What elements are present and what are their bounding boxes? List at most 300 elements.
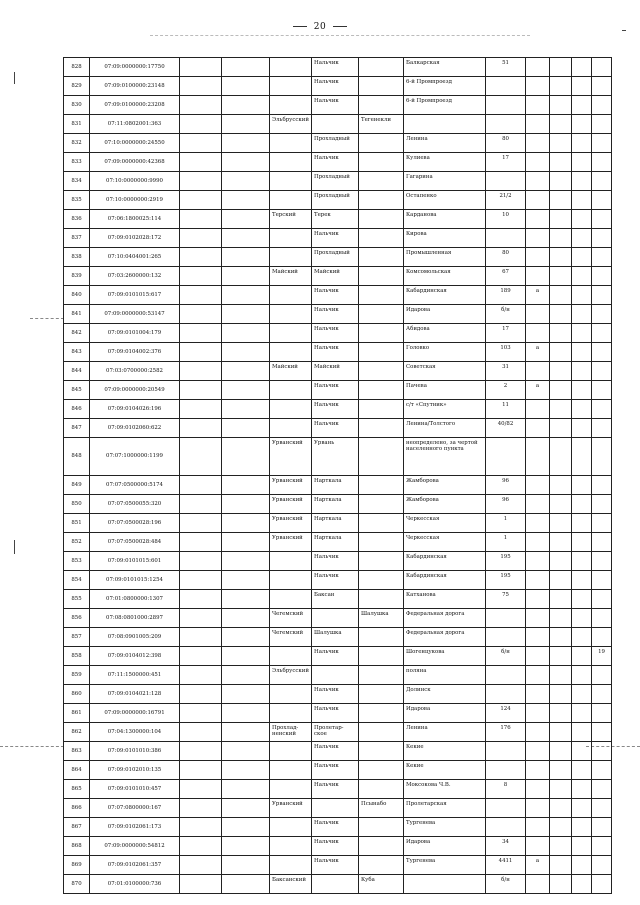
blank-cell <box>550 780 572 799</box>
street-cell: Кекие <box>404 742 486 761</box>
village-cell <box>359 153 404 172</box>
city-cell: Майский <box>312 267 359 286</box>
table-row <box>64 153 612 172</box>
village-cell <box>359 742 404 761</box>
city-cell: Нальчик <box>312 77 359 96</box>
table-row <box>64 362 612 381</box>
house-number-cell: 75 <box>486 590 526 609</box>
street-cell: 6-й Промпроезд <box>404 96 486 115</box>
house-number-cell: 17 <box>486 324 526 343</box>
blank-cell <box>550 210 572 229</box>
extra-number-cell <box>592 115 612 134</box>
table-row <box>64 476 612 495</box>
district-cell <box>270 419 312 438</box>
cadastral-number-cell: 07:07:1000000:1199 <box>90 438 180 476</box>
table-row <box>64 134 612 153</box>
village-cell <box>359 324 404 343</box>
blank-cell <box>180 77 222 96</box>
house-number-cell: 4411 <box>486 856 526 875</box>
street-cell: Кулиева <box>404 153 486 172</box>
letter-cell <box>526 780 550 799</box>
letter-cell <box>526 742 550 761</box>
blank-cell <box>222 438 270 476</box>
blank-cell <box>572 514 592 533</box>
row-number-cell: 857 <box>64 628 90 647</box>
district-cell <box>270 856 312 875</box>
district-cell <box>270 172 312 191</box>
blank-cell <box>180 799 222 818</box>
cadastral-number-cell: 07:09:0104002:376 <box>90 343 180 362</box>
letter-cell <box>526 685 550 704</box>
table-row <box>64 191 612 210</box>
city-cell: Нальчик <box>312 381 359 400</box>
house-number-cell <box>486 96 526 115</box>
blank-cell <box>222 115 270 134</box>
street-cell: Идарова <box>404 837 486 856</box>
street-cell: Моксокова Ч.В. <box>404 780 486 799</box>
letter-cell <box>526 267 550 286</box>
blank-cell <box>550 248 572 267</box>
house-number-cell: 10 <box>486 210 526 229</box>
cadastral-number-cell: 07:09:0104021:128 <box>90 685 180 704</box>
street-cell: поляна <box>404 666 486 685</box>
blank-cell <box>180 400 222 419</box>
table-row <box>64 343 612 362</box>
cadastral-number-cell: 07:09:0101015:617 <box>90 286 180 305</box>
blank-cell <box>222 818 270 837</box>
house-number-cell: 96 <box>486 476 526 495</box>
blank-cell <box>180 666 222 685</box>
row-number-cell: 868 <box>64 837 90 856</box>
table-row <box>64 381 612 400</box>
blank-cell <box>222 476 270 495</box>
dash-mark <box>333 26 347 27</box>
street-cell: Советская <box>404 362 486 381</box>
house-number-cell <box>486 229 526 248</box>
blank-cell <box>180 742 222 761</box>
row-number-cell: 858 <box>64 647 90 666</box>
extra-number-cell <box>592 96 612 115</box>
table-row <box>64 799 612 818</box>
extra-number-cell <box>592 799 612 818</box>
blank-cell <box>222 723 270 742</box>
city-cell: Нальчик <box>312 552 359 571</box>
district-cell <box>270 58 312 77</box>
cadastral-number-cell: 07:10:0000000:2919 <box>90 191 180 210</box>
blank-cell <box>222 248 270 267</box>
blank-cell <box>550 191 572 210</box>
house-number-cell <box>486 799 526 818</box>
house-number-cell: 8 <box>486 780 526 799</box>
house-number-cell: 96 <box>486 495 526 514</box>
extra-number-cell <box>592 438 612 476</box>
letter-cell <box>526 571 550 590</box>
street-cell: Балкарская <box>404 58 486 77</box>
table-row <box>64 837 612 856</box>
cadastral-number-cell: 07:09:0101015:601 <box>90 552 180 571</box>
district-cell <box>270 761 312 780</box>
letter-cell <box>526 229 550 248</box>
table-row <box>64 761 612 780</box>
letter-cell <box>526 609 550 628</box>
letter-cell <box>526 476 550 495</box>
letter-cell <box>526 305 550 324</box>
village-cell <box>359 761 404 780</box>
letter-cell <box>526 666 550 685</box>
blank-cell <box>550 571 572 590</box>
village-cell <box>359 96 404 115</box>
district-cell: Чегемский <box>270 628 312 647</box>
table-row <box>64 704 612 723</box>
cadastral-number-cell: 07:09:0104026:196 <box>90 400 180 419</box>
city-cell: Нальчик <box>312 818 359 837</box>
city-cell: Шалушка <box>312 628 359 647</box>
blank-cell <box>222 856 270 875</box>
blank-cell <box>550 96 572 115</box>
blank-cell <box>180 305 222 324</box>
blank-cell <box>550 799 572 818</box>
letter-cell <box>526 419 550 438</box>
blank-cell <box>222 742 270 761</box>
cadastral-number-cell: 07:09:0104012:398 <box>90 647 180 666</box>
blank-cell <box>222 704 270 723</box>
blank-cell <box>550 818 572 837</box>
blank-cell <box>572 267 592 286</box>
district-cell <box>270 704 312 723</box>
city-cell: Нальчик <box>312 153 359 172</box>
blank-cell <box>180 438 222 476</box>
row-number-cell: 829 <box>64 77 90 96</box>
house-number-cell <box>486 761 526 780</box>
blank-cell <box>572 590 592 609</box>
street-cell: Промышленная <box>404 248 486 267</box>
blank-cell <box>222 552 270 571</box>
blank-cell <box>180 153 222 172</box>
cadastral-number-cell: 07:09:0101015:1254 <box>90 571 180 590</box>
letter-cell <box>526 837 550 856</box>
table-row <box>64 172 612 191</box>
dash-mark <box>293 26 307 27</box>
extra-number-cell <box>592 533 612 552</box>
village-cell <box>359 419 404 438</box>
row-number-cell: 844 <box>64 362 90 381</box>
city-cell: Нальчик <box>312 761 359 780</box>
blank-cell <box>222 305 270 324</box>
row-number-cell: 828 <box>64 58 90 77</box>
village-cell <box>359 856 404 875</box>
village-cell: Тегенекли <box>359 115 404 134</box>
blank-cell <box>572 324 592 343</box>
row-number-cell: 845 <box>64 381 90 400</box>
city-cell: Баксан <box>312 590 359 609</box>
letter-cell <box>526 153 550 172</box>
house-number-cell <box>486 172 526 191</box>
letter-cell <box>526 438 550 476</box>
extra-number-cell <box>592 761 612 780</box>
blank-cell <box>180 875 222 894</box>
blank-cell <box>572 571 592 590</box>
table-row <box>64 58 612 77</box>
blank-cell <box>180 818 222 837</box>
blank-cell <box>222 837 270 856</box>
table-row <box>64 324 612 343</box>
letter-cell: а <box>526 856 550 875</box>
village-cell <box>359 571 404 590</box>
blank-cell <box>550 77 572 96</box>
extra-number-cell <box>592 267 612 286</box>
house-number-cell: 124 <box>486 704 526 723</box>
village-cell <box>359 77 404 96</box>
blank-cell <box>572 153 592 172</box>
table-row <box>64 419 612 438</box>
district-cell <box>270 685 312 704</box>
cadastral-number-cell: 07:01:0800000:1307 <box>90 590 180 609</box>
cadastral-number-cell: 07:09:0000000:16791 <box>90 704 180 723</box>
city-cell: Нальчик <box>312 419 359 438</box>
extra-number-cell: 19 <box>592 647 612 666</box>
letter-cell <box>526 704 550 723</box>
street-cell: Катханова <box>404 590 486 609</box>
house-number-cell: 11 <box>486 400 526 419</box>
district-cell <box>270 818 312 837</box>
letter-cell <box>526 723 550 742</box>
city-cell: Нальчик <box>312 742 359 761</box>
district-cell <box>270 552 312 571</box>
blank-cell <box>572 609 592 628</box>
table-row <box>64 286 612 305</box>
district-cell <box>270 134 312 153</box>
cadastral-number-cell: 07:07:0500000:5174 <box>90 476 180 495</box>
row-number-cell: 840 <box>64 286 90 305</box>
blank-cell <box>222 799 270 818</box>
table-row <box>64 514 612 533</box>
letter-cell <box>526 495 550 514</box>
house-number-cell: 17 <box>486 153 526 172</box>
city-cell: Нальчик <box>312 685 359 704</box>
cadastral-number-cell: 07:09:0100000:23148 <box>90 77 180 96</box>
row-number-cell: 854 <box>64 571 90 590</box>
extra-number-cell <box>592 704 612 723</box>
district-cell <box>270 647 312 666</box>
row-number-cell: 837 <box>64 229 90 248</box>
blank-cell <box>550 609 572 628</box>
blank-cell <box>180 780 222 799</box>
city-cell: Прохладный <box>312 248 359 267</box>
cadastral-number-cell: 07:09:0102010:135 <box>90 761 180 780</box>
table-row <box>64 210 612 229</box>
blank-cell <box>572 286 592 305</box>
district-cell <box>270 77 312 96</box>
village-cell <box>359 134 404 153</box>
village-cell <box>359 476 404 495</box>
blank-cell <box>550 115 572 134</box>
blank-cell <box>550 647 572 666</box>
extra-number-cell <box>592 571 612 590</box>
house-number-cell: 40/82 <box>486 419 526 438</box>
city-cell: Нальчик <box>312 229 359 248</box>
blank-cell <box>180 115 222 134</box>
city-cell: Прохладный <box>312 172 359 191</box>
house-number-cell: 195 <box>486 552 526 571</box>
letter-cell <box>526 134 550 153</box>
blank-cell <box>180 476 222 495</box>
blank-cell <box>550 58 572 77</box>
row-number-cell: 851 <box>64 514 90 533</box>
city-cell <box>312 666 359 685</box>
blank-cell <box>180 381 222 400</box>
blank-cell <box>222 571 270 590</box>
blank-cell <box>222 267 270 286</box>
letter-cell <box>526 761 550 780</box>
letter-cell <box>526 799 550 818</box>
blank-cell <box>222 286 270 305</box>
house-number-cell <box>486 818 526 837</box>
registry-body <box>64 58 612 894</box>
blank-cell <box>572 723 592 742</box>
city-cell: Нарткала <box>312 495 359 514</box>
letter-cell <box>526 210 550 229</box>
house-number-cell: б/н <box>486 647 526 666</box>
blank-cell <box>572 780 592 799</box>
street-cell: Карданова <box>404 210 486 229</box>
cadastral-number-cell: 07:09:0102061:357 <box>90 856 180 875</box>
street-cell: Идарова <box>404 305 486 324</box>
blank-cell <box>180 58 222 77</box>
letter-cell: а <box>526 286 550 305</box>
scan-line-bottom <box>0 746 64 747</box>
blank-cell <box>572 400 592 419</box>
street-cell: Шогенцукова <box>404 647 486 666</box>
cadastral-number-cell: 07:10:0404001:265 <box>90 248 180 267</box>
extra-number-cell <box>592 742 612 761</box>
district-cell: Майский <box>270 362 312 381</box>
district-cell: Урванский <box>270 438 312 476</box>
letter-cell <box>526 647 550 666</box>
cadastral-number-cell: 07:07:0500028:484 <box>90 533 180 552</box>
extra-number-cell <box>592 343 612 362</box>
street-cell: Тургенева <box>404 856 486 875</box>
blank-cell <box>572 419 592 438</box>
extra-number-cell <box>592 134 612 153</box>
street-cell: Абидова <box>404 324 486 343</box>
blank-cell <box>550 134 572 153</box>
table-row <box>64 723 612 742</box>
street-cell: Остапенко <box>404 191 486 210</box>
cadastral-number-cell: 07:09:0102061:173 <box>90 818 180 837</box>
blank-cell <box>180 685 222 704</box>
blank-cell <box>550 495 572 514</box>
house-number-cell <box>486 77 526 96</box>
cadastral-number-cell: 07:08:0801000:2897 <box>90 609 180 628</box>
table-row <box>64 77 612 96</box>
village-cell <box>359 628 404 647</box>
street-cell: Черкесская <box>404 514 486 533</box>
cadastral-number-cell: 07:07:0800000:167 <box>90 799 180 818</box>
row-number-cell: 850 <box>64 495 90 514</box>
city-cell: Нарткала <box>312 514 359 533</box>
blank-cell <box>180 609 222 628</box>
table-row <box>64 666 612 685</box>
row-number-cell: 860 <box>64 685 90 704</box>
cadastral-number-cell: 07:04:1300000:104 <box>90 723 180 742</box>
street-cell: Кабардинская <box>404 571 486 590</box>
extra-number-cell <box>592 191 612 210</box>
blank-cell <box>180 324 222 343</box>
district-cell <box>270 153 312 172</box>
extra-number-cell <box>592 666 612 685</box>
house-number-cell: 195 <box>486 571 526 590</box>
blank-cell <box>550 875 572 894</box>
house-number-cell: 21/2 <box>486 191 526 210</box>
blank-cell <box>222 761 270 780</box>
village-cell <box>359 685 404 704</box>
blank-cell <box>222 324 270 343</box>
blank-cell <box>222 533 270 552</box>
blank-cell <box>550 761 572 780</box>
letter-cell <box>526 96 550 115</box>
page-number-text: 20 <box>313 22 327 32</box>
cadastral-number-cell: 07:09:0102060:622 <box>90 419 180 438</box>
extra-number-cell <box>592 837 612 856</box>
street-cell: Ленина <box>404 134 486 153</box>
blank-cell <box>222 58 270 77</box>
cadastral-number-cell: 07:09:0101010:457 <box>90 780 180 799</box>
table-row <box>64 590 612 609</box>
extra-number-cell <box>592 381 612 400</box>
district-cell <box>270 324 312 343</box>
cadastral-number-cell: 07:07:0500055:320 <box>90 495 180 514</box>
street-cell: Жамборова <box>404 476 486 495</box>
blank-cell <box>550 286 572 305</box>
cadastral-number-cell: 07:09:0102028:172 <box>90 229 180 248</box>
letter-cell <box>526 172 550 191</box>
house-number-cell: 80 <box>486 134 526 153</box>
street-cell: Кирова <box>404 229 486 248</box>
blank-cell <box>572 647 592 666</box>
blank-cell <box>222 514 270 533</box>
house-number-cell <box>486 628 526 647</box>
row-number-cell: 863 <box>64 742 90 761</box>
row-number-cell: 866 <box>64 799 90 818</box>
letter-cell <box>526 191 550 210</box>
row-number-cell: 856 <box>64 609 90 628</box>
village-cell <box>359 590 404 609</box>
extra-number-cell <box>592 248 612 267</box>
row-number-cell: 867 <box>64 818 90 837</box>
scan-mark-left <box>14 72 15 84</box>
blank-cell <box>222 685 270 704</box>
district-cell: Урванский <box>270 514 312 533</box>
blank-cell <box>572 856 592 875</box>
blank-cell <box>550 343 572 362</box>
street-cell: Долинск <box>404 685 486 704</box>
extra-number-cell <box>592 77 612 96</box>
blank-cell <box>572 552 592 571</box>
blank-cell <box>550 438 572 476</box>
blank-cell <box>550 533 572 552</box>
row-number-cell: 859 <box>64 666 90 685</box>
blank-cell <box>180 191 222 210</box>
blank-cell <box>222 172 270 191</box>
registry-table <box>63 57 612 894</box>
village-cell <box>359 362 404 381</box>
street-cell <box>404 115 486 134</box>
blank-cell <box>572 77 592 96</box>
village-cell <box>359 666 404 685</box>
district-cell: Урванский <box>270 533 312 552</box>
table-row <box>64 495 612 514</box>
village-cell <box>359 704 404 723</box>
